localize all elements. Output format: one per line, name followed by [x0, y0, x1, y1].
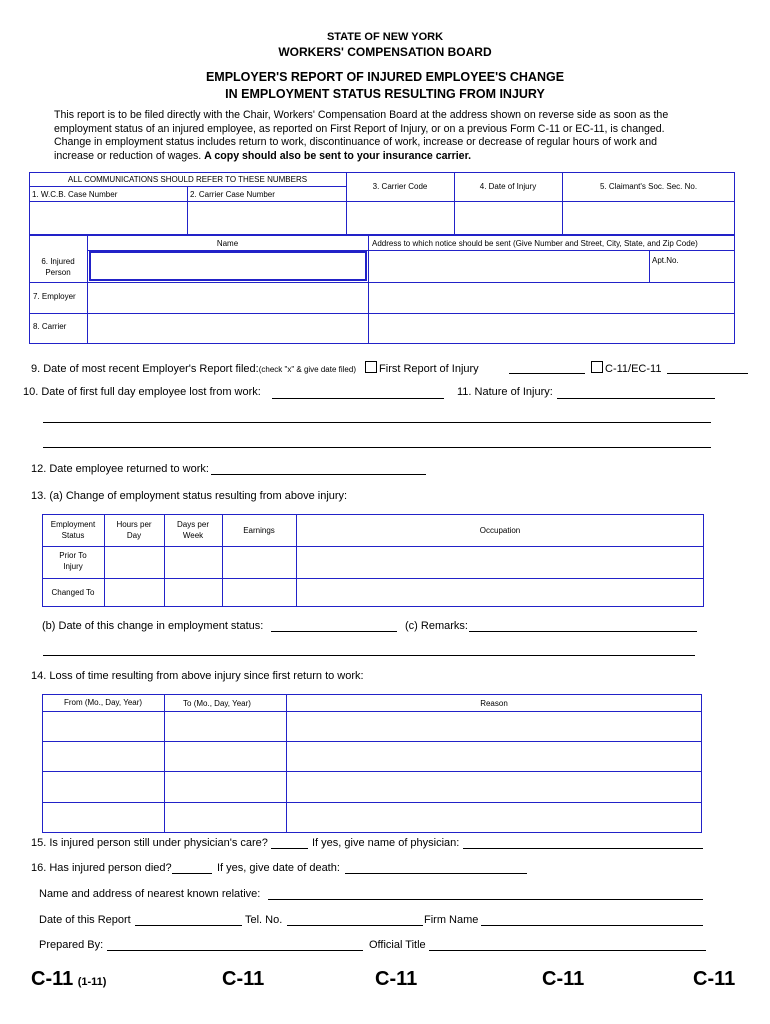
hours-per-day-header: Hours per Day [116, 520, 152, 540]
loss-row-2-from[interactable] [43, 742, 163, 770]
q12-label: 12. Date employee returned to work: [31, 463, 209, 475]
injured-address-field[interactable] [369, 251, 648, 281]
to-date-header: To (Mo., Day, Year) [183, 699, 251, 708]
carrier-name-field[interactable] [88, 314, 367, 343]
returned-to-work-line[interactable] [211, 474, 426, 475]
board-heading: WORKERS' COMPENSATION BOARD [278, 45, 492, 59]
earnings-header: Earnings [243, 526, 275, 535]
apt-no-label: Apt.No. [652, 256, 679, 265]
changed-occupation-field[interactable] [297, 579, 703, 606]
loss-row-3-reason[interactable] [287, 772, 701, 801]
official-title-line[interactable] [429, 950, 706, 951]
ssn-field[interactable] [563, 202, 734, 234]
nature-of-injury-line[interactable] [557, 398, 715, 399]
prior-to-injury-label: Prior To Injury [59, 551, 87, 571]
q15-label: 15. Is injured person still under physician's care? [31, 837, 268, 849]
q13b-label: (b) Date of this change in employment status: [42, 620, 264, 632]
wcb-case-field[interactable] [30, 202, 186, 234]
loss-row-2-reason[interactable] [287, 742, 701, 770]
footer-form-id: C-11 (1-11) [31, 968, 107, 990]
changed-days-field[interactable] [165, 579, 221, 606]
loss-row-1-to[interactable] [165, 712, 285, 740]
prior-hours-field[interactable] [105, 547, 163, 577]
occupation-header: Occupation [479, 526, 521, 535]
refer-numbers-note: ALL COMMUNICATIONS SHOULD REFER TO THESE NUMBERS [67, 175, 308, 184]
tel-label: Tel. No. [245, 914, 283, 926]
death-date-line[interactable] [345, 873, 527, 874]
date-of-injury-label: 4. Date of Injury [479, 182, 537, 191]
name-column-header: Name [216, 239, 239, 248]
days-per-week-header: Days per Week [176, 520, 209, 540]
firm-name-label: Firm Name [424, 914, 479, 926]
loss-row-1-from[interactable] [43, 712, 163, 740]
apt-no-field[interactable] [650, 262, 734, 281]
q13c-label: (c) Remarks: [405, 620, 468, 632]
remarks-line-2[interactable] [43, 655, 695, 656]
nature-of-injury-line-2[interactable] [43, 422, 711, 423]
remarks-line[interactable] [469, 631, 697, 632]
carrier-label: 8. Carrier [33, 322, 67, 331]
tel-line[interactable] [287, 925, 423, 926]
changed-to-label: Changed To [51, 588, 95, 597]
footer-form-id-2: C-11 [222, 968, 265, 990]
q16-label: 16. Has injured person died? [31, 862, 172, 874]
footer-form-id-3: C-11 [375, 968, 418, 990]
injured-person-label: 6. Injured Person [41, 257, 75, 277]
prepared-by-label: Prepared By: [39, 939, 104, 951]
change-date-line[interactable] [271, 631, 397, 632]
carrier-code-label: 3. Carrier Code [372, 182, 428, 191]
loss-row-1-reason[interactable] [287, 712, 701, 740]
form-title-line1: EMPLOYER'S REPORT OF INJURED EMPLOYEE'S CHANGE [205, 70, 565, 84]
injured-name-field[interactable] [89, 251, 367, 281]
loss-row-4-from[interactable] [43, 803, 163, 832]
date-of-injury-field[interactable] [455, 202, 561, 234]
employer-label: 7. Employer [33, 292, 76, 301]
first-report-date-line[interactable] [509, 373, 585, 374]
prior-days-field[interactable] [165, 547, 221, 577]
carrier-code-field[interactable] [347, 173, 453, 234]
prior-occupation-field[interactable] [297, 547, 703, 577]
form-title-line2: IN EMPLOYMENT STATUS RESULTING FROM INJURY [225, 87, 545, 101]
employer-address-field[interactable] [369, 283, 734, 312]
carrier-case-label: 2. Carrier Case Number [190, 190, 275, 199]
death-date-label: If yes, give date of death: [217, 862, 340, 874]
c11-checkbox[interactable] [591, 361, 603, 373]
q9-row [31, 361, 479, 375]
prepared-by-line[interactable] [107, 950, 363, 951]
q10-label: 10. Date of first full day employee lost from work: [23, 386, 261, 398]
physician-care-line[interactable] [271, 848, 308, 849]
physician-name-line[interactable] [463, 848, 703, 849]
intro-text: This report is to be filed directly with the Chair, Workers' Compensation Board at the address shown on reverse side as soon as the employment status of an injured employee, as reported on First Report of Injury, or on a previous Form C-11 or EC-11, is changed. Change in employment status includes return to work, discontinuance of work, increase or decrease of regular hours of work and increase or reduction of wages. A copy should also be sent to your insurance carrier. [54, 109, 669, 163]
loss-row-2-to[interactable] [165, 742, 285, 770]
relative-line[interactable] [268, 899, 703, 900]
loss-row-4-to[interactable] [165, 803, 285, 832]
q9-label: 9. Date of most recent Employer's Report filed: [31, 363, 259, 375]
c11-option: C-11/EC-11 [591, 361, 661, 375]
changed-hours-field[interactable] [105, 579, 163, 606]
loss-row-3-to[interactable] [165, 772, 285, 801]
changed-earnings-field[interactable] [223, 579, 295, 606]
reason-header: Reason [480, 699, 508, 708]
firm-name-line[interactable] [481, 925, 703, 926]
q14-label: 14. Loss of time resulting from above injury since first return to work: [31, 670, 364, 682]
died-line[interactable] [172, 873, 212, 874]
relative-label: Name and address of nearest known relative: [39, 888, 261, 900]
footer-form-id-5: C-11 [693, 968, 736, 990]
from-date-header: From (Mo., Day, Year) [63, 698, 143, 707]
q9-hint: (check "x" & give date filed) [258, 365, 356, 374]
carrier-case-field[interactable] [188, 202, 345, 234]
footer-form-id-4: C-11 [542, 968, 585, 990]
prior-earnings-field[interactable] [223, 547, 295, 577]
wcb-case-label: 1. W.C.B. Case Number [32, 190, 118, 199]
q13a-label: 13. (a) Change of employment status resulting from above injury: [31, 490, 348, 502]
loss-row-3-from[interactable] [43, 772, 163, 801]
employment-status-header: Employment Status [50, 520, 96, 540]
c11-date-line[interactable] [667, 373, 748, 374]
first-day-lost-line[interactable] [272, 398, 444, 399]
nature-of-injury-line-3[interactable] [43, 447, 711, 448]
employer-name-field[interactable] [88, 283, 367, 312]
ssn-label: 5. Claimant's Soc. Sec. No. [599, 182, 698, 191]
report-date-line[interactable] [135, 925, 242, 926]
official-title-label: Official Title [369, 939, 426, 951]
first-report-label: First Report of Injury [379, 363, 479, 375]
q11-label: 11. Nature of Injury: [457, 386, 553, 398]
physician-name-label: If yes, give name of physician: [312, 837, 460, 849]
loss-row-4-reason[interactable] [287, 803, 701, 832]
address-column-header: Address to which notice should be sent (Give Number and Street, City, State, and Zip Code) [372, 239, 698, 248]
report-date-label: Date of this Report [39, 914, 131, 926]
state-heading: STATE OF NEW YORK [326, 31, 444, 43]
first-report-checkbox[interactable] [365, 361, 377, 373]
carrier-address-field[interactable] [369, 314, 734, 343]
